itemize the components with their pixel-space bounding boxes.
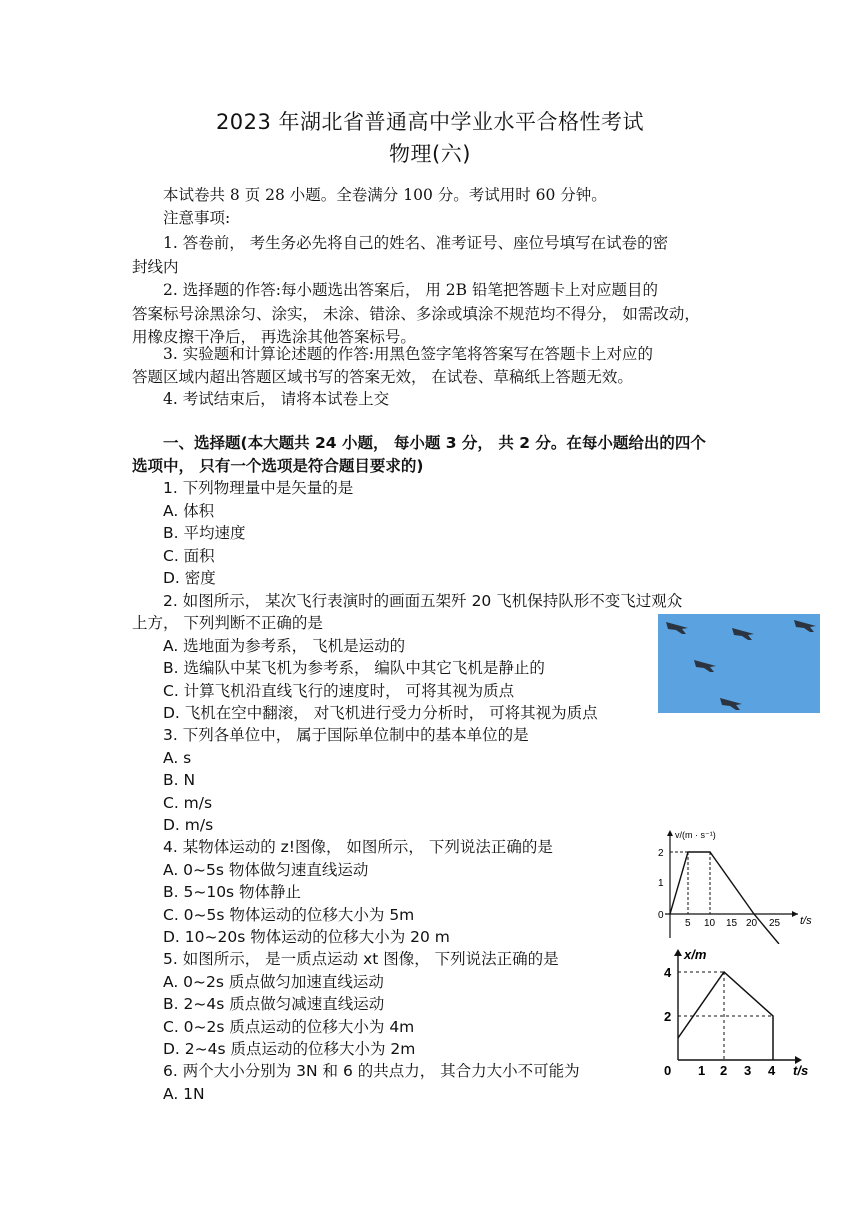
xt-y-arrow-icon — [674, 949, 682, 956]
q1-option-d: D. 密度 — [163, 569, 216, 587]
note-1a: 1. 答卷前， 考生务必先将自己的姓名、准考证号、座位号填写在试卷的密 — [163, 234, 669, 252]
q4-option-b: B. 5~10s 物体静止 — [163, 883, 302, 901]
xt-graph-svg — [660, 944, 816, 1080]
section-heading-b: 选项中， 只有一个选项是符合题目要求的) — [132, 457, 424, 475]
q4-option-c: C. 0~5s 物体运动的位移大小为 5m — [163, 906, 415, 924]
note-1b: 封线内 — [132, 258, 179, 276]
vt-graph — [648, 826, 814, 944]
q5-option-b: B. 2~4s 质点做匀减速直线运动 — [163, 995, 385, 1013]
q6-stem: 6. 两个大小分别为 3N 和 6 的共点力， 其合力大小不可能为 — [163, 1062, 580, 1080]
xt-xtick-3: 3 — [744, 1063, 752, 1078]
note-4: 4. 考试结束后， 请将本试卷上交 — [163, 390, 390, 408]
q6-option-a: A. 1N — [163, 1085, 205, 1103]
q1-option-c: C. 面积 — [163, 547, 215, 565]
xt-ytick-2: 2 — [664, 1009, 672, 1024]
q5-option-c: C. 0~2s 质点运动的位移大小为 4m — [163, 1018, 415, 1036]
jets-photo — [658, 614, 820, 713]
q5-stem: 5. 如图所示， 是一质点运动 xt 图像， 下列说法正确的是 — [163, 950, 559, 968]
note-3b: 答题区域内超出答题区域书写的答案无效， 在试卷、草稿纸上答题无效。 — [132, 368, 633, 386]
vt-xtick-10: 10 — [704, 918, 716, 929]
notice-label: 注意事项: — [163, 209, 231, 227]
xt-ylabel: x/m — [684, 947, 707, 962]
jets-photo-svg — [658, 614, 820, 713]
vt-xtick-5: 5 — [685, 918, 691, 929]
exam-subtitle: 物理(六) — [389, 142, 471, 166]
xt-xtick-4: 4 — [768, 1063, 776, 1078]
vt-xlabel: t/s — [800, 915, 812, 927]
note-2a: 2. 选择题的作答:每小题选出答案后， 用 2B 铅笔把答题卡上对应题目的 — [163, 281, 658, 299]
q5-option-d: D. 2~4s 质点运动的位移大小为 2m — [163, 1040, 416, 1058]
section-heading-a: 一、选择题(本大题共 24 小题， 每小题 3 分， 共 2 分。在每小题给出的四个 — [163, 434, 706, 452]
exam-title: 2023 年湖北省普通高中学业水平合格性考试 — [215, 110, 645, 134]
note-3a: 3. 实验题和计算论述题的作答:用黑色签字笔将答案写在答题卡上对应的 — [163, 345, 653, 363]
vt-curve — [670, 852, 779, 944]
xt-graph — [660, 944, 816, 1080]
vt-xtick-20: 20 — [746, 918, 758, 929]
xt-origin: 0 — [664, 1063, 672, 1078]
q2-option-d: D. 飞机在空中翻滚， 对飞机进行受力分析时， 可将其视为质点 — [163, 704, 598, 722]
q2-option-c: C. 计算飞机沿直线飞行的速度时， 可将其视为质点 — [163, 682, 515, 700]
q2-option-b: B. 选编队中某飞机为参考系， 编队中其它飞机是静止的 — [163, 659, 545, 677]
vt-origin: 0 — [658, 910, 664, 921]
q2-stem-b: 上方， 下列判断不正确的是 — [132, 614, 323, 632]
vt-y-arrow-icon — [667, 830, 673, 836]
q3-stem: 3. 下列各单位中， 属于国际单位制中的基本单位的是 — [163, 726, 529, 744]
q3-option-c: C. m/s — [163, 794, 213, 812]
q5-option-a: A. 0~2s 质点做匀加速直线运动 — [163, 973, 384, 991]
q4-option-a: A. 0~5s 物体做匀速直线运动 — [163, 861, 369, 879]
xt-xtick-2: 2 — [720, 1063, 728, 1078]
intro-text: 本试卷共 8 页 28 小题。全卷满分 100 分。考试用时 60 分钟。 — [163, 186, 607, 204]
vt-ylabel: v/(m · s⁻¹) — [675, 830, 716, 840]
xt-xtick-1: 1 — [698, 1063, 706, 1078]
vt-xtick-25: 25 — [769, 918, 781, 929]
q3-option-b: B. N — [163, 771, 196, 789]
xt-xlabel: t/s — [793, 1063, 809, 1078]
q1-option-a: A. 体积 — [163, 502, 215, 520]
q2-stem-a: 2. 如图所示， 某次飞行表演时的画面五架歼 20 飞机保持队形不变飞过观众 — [163, 592, 683, 610]
q3-option-d: D. m/s — [163, 816, 214, 834]
vt-ytick-2: 2 — [658, 848, 664, 859]
q1-stem: 1. 下列物理量中是矢量的是 — [163, 479, 354, 497]
note-2c: 用橡皮擦干净后， 再选涂其他答案标号。 — [132, 328, 416, 346]
vt-graph-svg — [648, 826, 814, 944]
xt-ytick-4: 4 — [664, 965, 672, 980]
q3-option-a: A. s — [163, 749, 192, 767]
q2-option-a: A. 选地面为参考系， 飞机是运动的 — [163, 637, 406, 655]
q4-option-d: D. 10~20s 物体运动的位移大小为 20 m — [163, 928, 450, 946]
vt-xtick-15: 15 — [726, 918, 738, 929]
note-2b: 答案标号涂黑涂匀、涂实， 未涂、错涂、多涂或填涂不规范均不得分， 如需改动， — [132, 305, 700, 323]
vt-x-arrow-icon — [792, 911, 798, 917]
q4-stem: 4. 某物体运动的 z!图像， 如图所示， 下列说法正确的是 — [163, 838, 553, 856]
vt-ytick-1: 1 — [658, 878, 664, 889]
q1-option-b: B. 平均速度 — [163, 524, 246, 542]
